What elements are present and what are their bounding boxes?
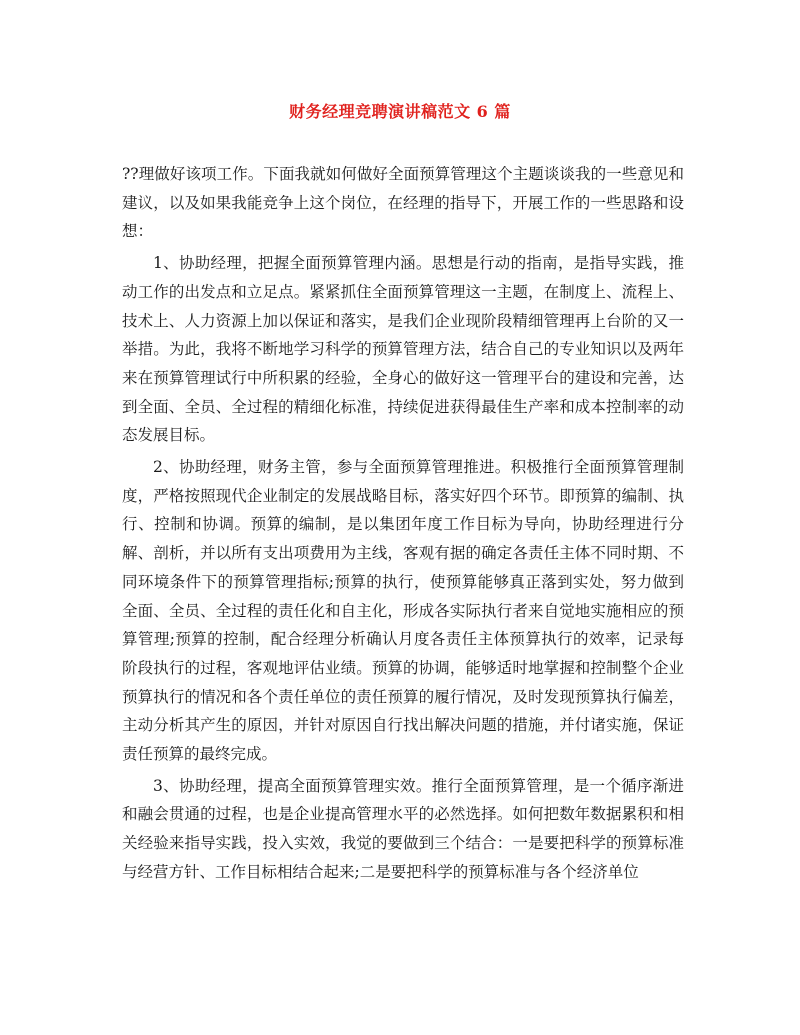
intro-paragraph: ??理做好该项工作。下面我就如何做好全面预算管理这个主题谈谈我的一些意见和建议，以及如果我能竞争上这个岗位，在经理的指导下，开展工作的一些思路和设想：	[122, 165, 684, 241]
paragraph-point-1: 1、协助经理，把握全面预算管理内涵。思想是行动的指南，是指导实践，推动工作的出发点和立足点。紧紧抓住全面预算管理这一主题，在制度上、流程上、技术上、人力资源上加以保证和落实，是我们企业现阶段精细管理再上台阶的又一举措。为此，我将不断地学习科学的预算管理方法，结合自己的专业知识以及两年来在预算管理试行中所积累的经验，全身心的做好这一管理平台的建设和完善，达到全面、全员、全过程的精细化标准，持续促进获得最佳生产率和成本控制率的动态发展目标。	[122, 254, 684, 445]
paragraph-point-3: 3、协助经理，提高全面预算管理实效。推行全面预算管理，是一个循序渐进和融会贯通的过程，也是企业提高管理水平的必然选择。如何把数年数据累积和相关经验来指导实践，投入实效，我觉的要做到三个结合：一是要把科学的预算标准与经营方针、工作目标相结合起来;二是要把科学的预算标准与各个经济单位	[122, 776, 684, 881]
document-body	[122, 160, 684, 890]
paragraph-point-2: 2、协助经理，财务主管，参与全面预算管理推进。积极推行全面预算管理制度，严格按照现代企业制定的发展战略目标，落实好四个环节。即预算的编制、执行、控制和协调。预算的编制，是以集团年度工作目标为导向，协助经理进行分解、剖析，并以所有支出项费用为主线，客观有据的确定各责任主体不同时期、不同环境条件下的预算管理指标;预算的执行，使预算能够真正落到实处，努力做到全面、全员、全过程的责任化和自主化，形成各实际执行者来自觉地实施相应的预算管理;预算的控制，配合经理分析确认月度各责任主体预算执行的效率，记录每阶段执行的过程，客观地评估业绩。预算的协调，能够适时地掌握和控制整个企业预算执行的情况和各个责任单位的责任预算的履行情况，及时发现预算执行偏差，主动分析其产生的原因，并针对原因自行找出解决问题的措施，并付诸实施，保证责任预算的最终完成。	[122, 458, 684, 764]
document-title: 财务经理竞聘演讲稿范文 6 篇	[289, 102, 511, 121]
